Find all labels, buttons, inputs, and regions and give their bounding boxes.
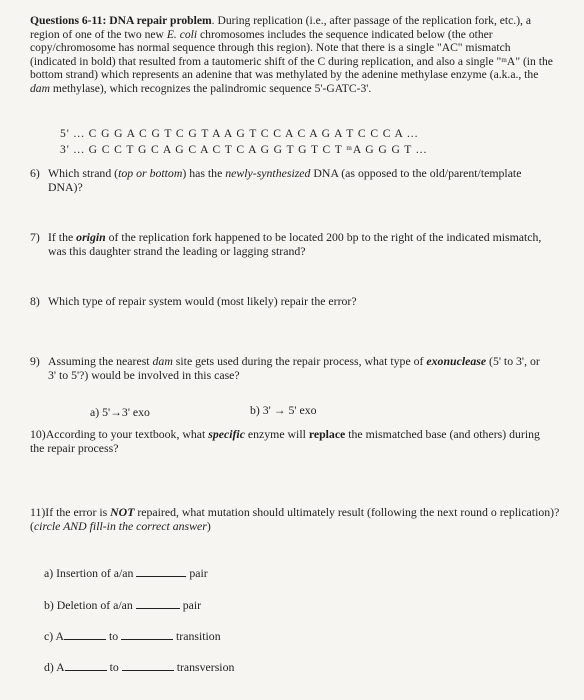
question-11: 11)If the error is NOT repaired, what mutation should ultimately result (following the next round o replication)? (circle AND fill-in the correct answer) [30,505,560,533]
question-7: 7) If the origin of the replication fork happened to be located 200 bp to the right of the indicated mismatch, was this daughter strand the leading or lagging strand? [30,230,542,258]
q11-d-blank-2[interactable] [122,659,174,671]
q11-option-b[interactable]: b) Deletion of a/an pair [44,598,202,612]
q11-option-a[interactable]: a) Insertion of a/an pair [44,566,208,580]
q9-option-b[interactable]: b) 3' → 5' exo [250,403,317,417]
q11-c-blank-1[interactable] [64,628,106,640]
q11-b-blank[interactable] [136,597,180,609]
question-9: 9) Assuming the nearest dam site gets used during the repair process, what type of exonuclease (5' to 3', or 3' to 5'?) would be involved in this case? [30,354,540,382]
problem-heading: Questions 6-11: DNA repair problem [30,14,212,27]
question-8: 8) Which type of repair system would (most likely) repair the error? [30,294,357,308]
question-6: 6) Which strand (top or bottom) has the newly-synthesized DNA (as opposed to the old/parent/template DNA)? [30,166,522,194]
q11-option-c[interactable]: c) A to transition [44,629,221,643]
problem-intro: Questions 6-11: DNA repair problem. During replication (i.e., after passage of the replication fork, etc.), a region of one of the two new E. coli chromosomes includes the sequence indicated below (the other copy/chromosome has normal sequence through this region). Note that there is a single "AC" mismatch (indicated in bold) that resulted from a tautomeric shift of the C during replication, and also a single "ᵐA" (in the bottom strand) which represents an adenine that was methylated by the adenine methylase enzyme (a.k.a., the dam methylase), which recognizes the palindromic sequence 5'-GATC-3'. [30,14,553,95]
q11-d-blank-1[interactable] [65,659,107,671]
question-10: 10)According to your textbook, what specific enzyme will replace the mismatched base (and others) during the repair process? [30,427,540,455]
q11-a-blank[interactable] [136,565,186,577]
q11-option-d[interactable]: d) A to transversion [44,660,235,674]
sequence-top-strand: 5' ... C G G A C G T C G T A A G T C C A C A G A T C C C A ... [60,127,419,140]
q9-option-a[interactable]: a) 5'→3' exo [90,405,150,419]
sequence-bottom-strand: 3' ... G C C T G C A G C A C T C A G G T G T C T ᵐA G G G T ... [60,143,428,156]
q11-c-blank-2[interactable] [121,628,173,640]
